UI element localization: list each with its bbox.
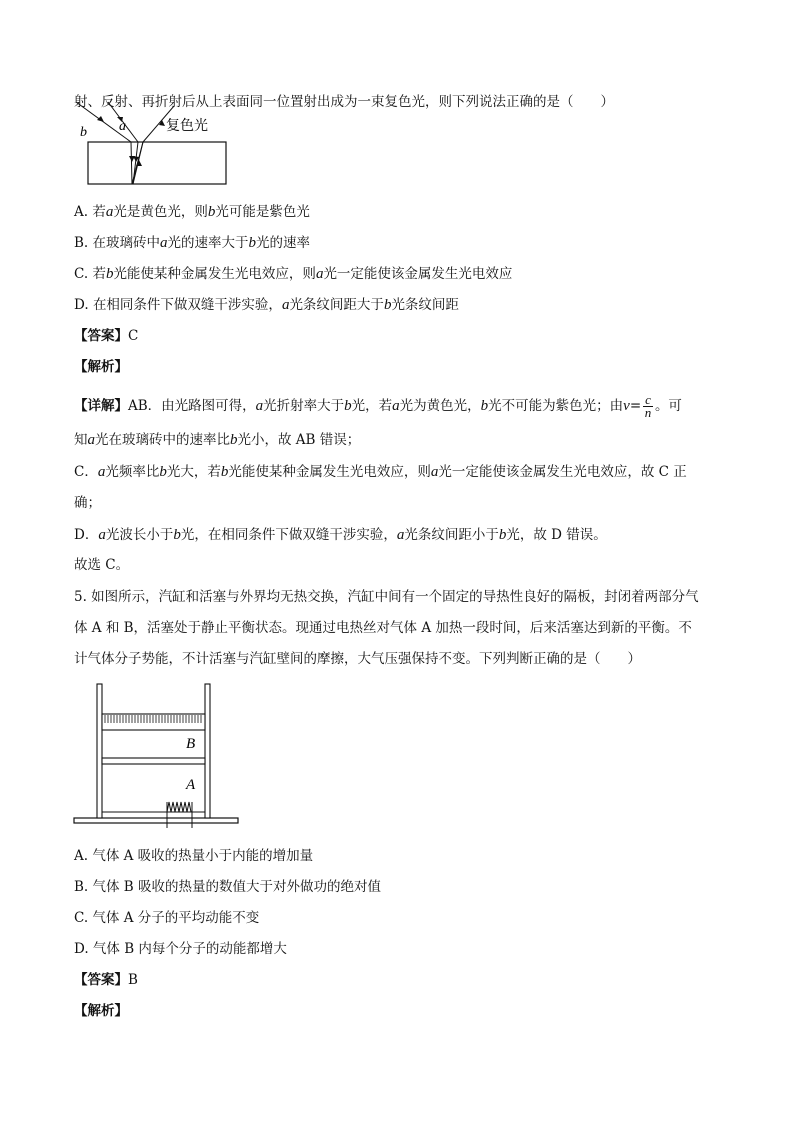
gas-label-A: A: [186, 777, 196, 793]
base-plate: [74, 818, 238, 823]
q4-option-b: B. 在玻璃砖中a光的速率大于b光的速率: [74, 235, 311, 251]
ray-label-b: b: [80, 125, 87, 140]
q5-option-b: B. 气体 B 吸收的热量的数值大于对外做功的绝对值: [74, 879, 382, 895]
q5-analysis-tag: 【解析】: [74, 1003, 128, 1019]
q5-stem-line-1: 5. 如图所示，汽缸和活塞与外界均无热交换，汽缸中间有一个固定的导热性良好的隔板，封闭着两部分气: [74, 589, 699, 605]
q5-option-c: C. 气体 A 分子的平均动能不变: [74, 910, 260, 926]
ray-label-a: a: [119, 119, 126, 134]
fraction-c-over-n: $\frac{c}{n}$: [644, 392, 652, 420]
heater-coil: [167, 802, 192, 828]
q4-analysis-tag: 【解析】: [74, 359, 128, 375]
q4-detail-line-4: 确；: [74, 495, 101, 511]
partition: [102, 758, 205, 764]
q4-option-c: C. 若b光能使某种金属发生光电效应，则a光一定能使该金属发生光电效应: [74, 266, 513, 282]
cylinder-right-wall: [205, 684, 210, 818]
glass-block: [88, 142, 226, 184]
q5-option-a: A. 气体 A 吸收的热量小于内能的增加量: [74, 848, 314, 864]
piston: [102, 714, 205, 730]
q4-option-a: A. 若a光是黄色光，则b光可能是紫色光: [74, 204, 310, 220]
q5-stem-line-3: 计气体分子势能，不计活塞与汽缸壁间的摩擦，大气压强保持不变。下列判断正确的是（ ）: [74, 651, 641, 667]
q4-detail-line-5: D．a光波长小于b光，在相同条件下做双缝干涉实验，a光条纹间距小于b光，故 D 错误。: [74, 527, 607, 543]
gas-label-B: B: [186, 736, 196, 752]
q5-option-d: D. 气体 B 内每个分子的动能都增大: [74, 941, 287, 957]
q4-detail-line-1: 【详解】AB．由光路图可得，a光折射率大于b光，若a光为黄色光，b光不可能为紫色光；由v= $\frac{c}{n}$ 。可: [74, 392, 682, 420]
q4-conclusion: 故选 C。: [74, 557, 130, 573]
cylinder-figure: [70, 680, 242, 830]
q5-answer: 【答案】B: [74, 972, 138, 988]
glass-block-figure: [70, 100, 250, 190]
q4-option-d: D. 在相同条件下做双缝干涉实验，a光条纹间距大于b光条纹间距: [74, 297, 459, 313]
q5-stem-line-2: 体 A 和 B，活塞处于静止平衡状态。现通过电热丝对气体 A 加热一段时间，后来活塞达到新的平衡。不: [74, 620, 692, 636]
q4-stem: 射、反射、再折射后从上表面同一位置射出成为一束复色光，则下列说法正确的是（ ）: [74, 94, 614, 110]
ray-label-mixed: 复色光: [166, 119, 208, 134]
cylinder-left-wall: [97, 684, 102, 818]
q4-detail-line-2: 知a光在玻璃砖中的速率比b光小，故 AB 错误；: [74, 432, 361, 448]
q4-answer: 【答案】C: [74, 328, 139, 344]
q4-detail-line-3: C．a光频率比b光大，若b光能使某种金属发生光电效应，则a光一定能使该金属发生光电效应，故 C 正: [74, 464, 687, 480]
